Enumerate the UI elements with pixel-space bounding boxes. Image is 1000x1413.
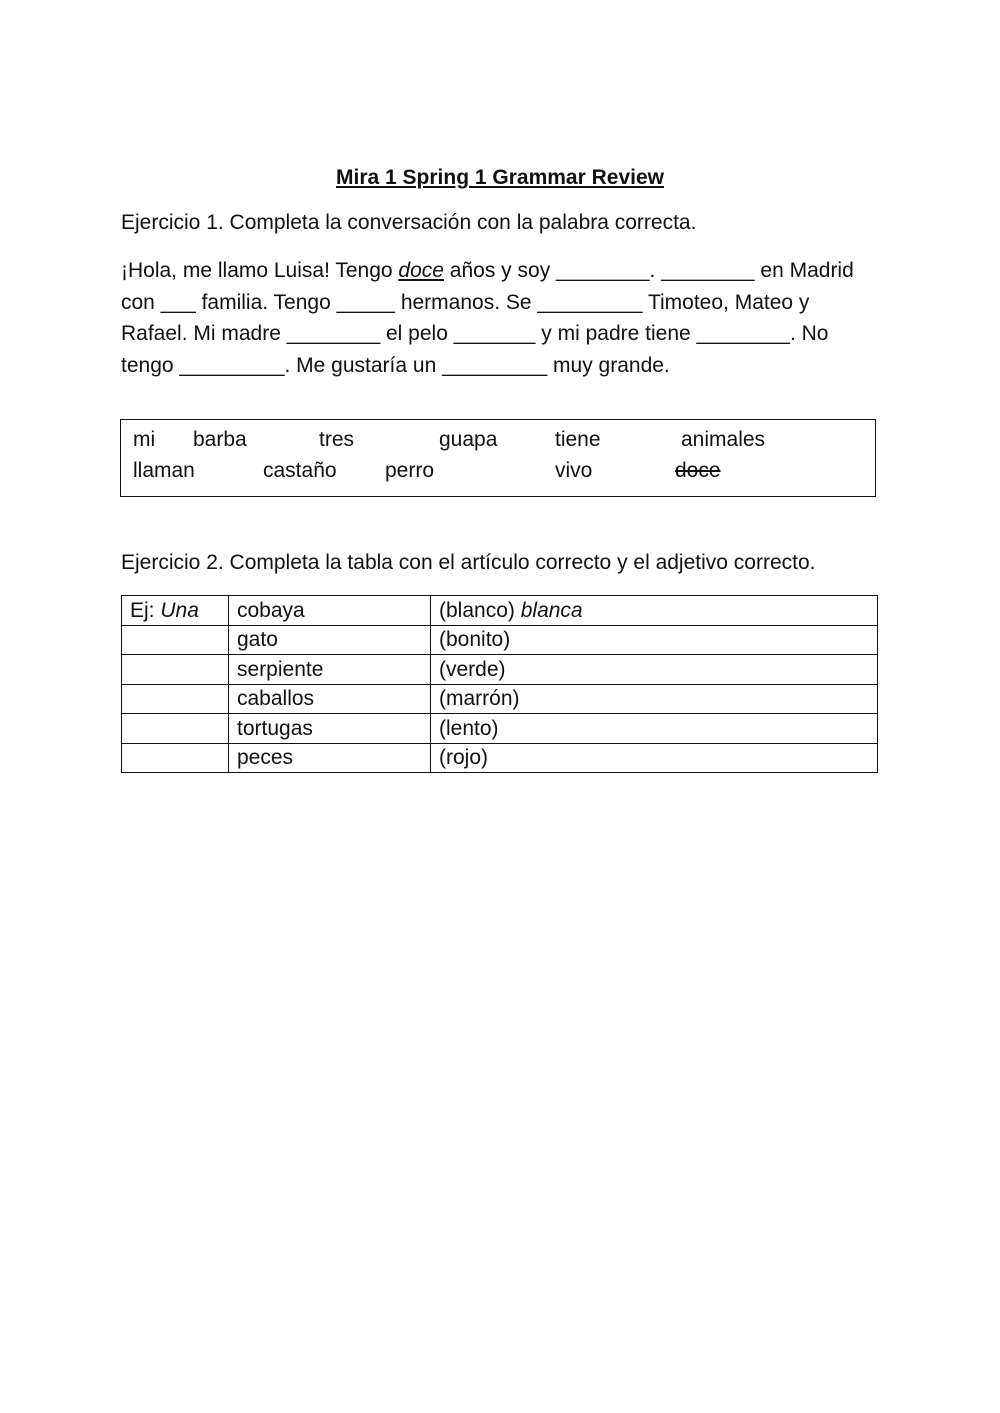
adjective-cell[interactable]: (marrón) [431,684,878,714]
article-cell[interactable] [122,625,229,655]
table-row [122,596,878,626]
table-row [122,743,878,773]
word-bank-item: castaño [263,459,337,482]
article-cell[interactable] [122,714,229,744]
article-cell[interactable] [122,743,229,773]
adjective-cell[interactable]: (lento) [431,714,878,744]
exercise1-paragraph [121,255,881,381]
article-cell[interactable] [122,655,229,685]
table-row [122,714,878,744]
adjective-prompt: (blanco) [439,598,515,622]
exercise1-instruction: Ejercicio 1. Completa la conversación con la palabra correcta. [121,211,697,234]
adjective-cell[interactable]: (rojo) [431,743,878,773]
word-bank-item: tiene [555,428,601,451]
word-bank-item: llaman [133,459,195,482]
line-text: ¡Hola, me llamo Luisa! Tengo [121,259,399,282]
paragraph-line: Rafael. Mi madre ________ el pelo _______ y mi padre tiene ________. No [121,322,829,345]
exercise2-table [121,595,878,773]
word-bank [120,419,876,497]
word-bank-item: barba [193,428,247,451]
table-row [122,684,878,714]
noun-cell: serpiente [229,655,431,685]
line-text: años y soy ________. ________ en Madrid [443,259,854,282]
example-article: Una [160,598,199,622]
table-row [122,625,878,655]
adjective-cell[interactable]: (verde) [431,655,878,685]
exercise2-instruction: Ejercicio 2. Completa la tabla con el artículo correcto y el adjetivo correcto. [121,551,816,574]
example-answer: doce [398,259,444,282]
article-cell[interactable] [122,684,229,714]
page-title: Mira 1 Spring 1 Grammar Review [336,166,664,189]
word-bank-item: vivo [555,459,593,482]
word-bank-item: mi [133,428,156,451]
paragraph-line: con ___ familia. Tengo _____ hermanos. Se _________ Timoteo, Mateo y [121,290,810,314]
article-cell[interactable] [122,596,229,626]
word-bank-item-used: doce [675,459,721,482]
noun-cell: peces [229,743,431,773]
word-bank-item: guapa [439,428,498,451]
word-bank-item: perro [385,459,435,482]
noun-cell: tortugas [229,714,431,744]
word-bank-item: animales [681,428,766,451]
paragraph-line [121,255,881,287]
noun-cell: caballos [229,684,431,714]
example-adjective: blanca [520,598,583,622]
adjective-cell[interactable] [431,596,878,626]
word-bank-item: tres [319,428,355,451]
paragraph-line: tengo _________. Me gustaría un _________ muy grande. [121,353,670,377]
adjective-cell[interactable]: (bonito) [431,625,878,655]
example-prefix: Ej: [130,598,161,622]
noun-cell: cobaya [229,596,431,626]
table-row [122,655,878,685]
noun-cell: gato [229,625,431,655]
